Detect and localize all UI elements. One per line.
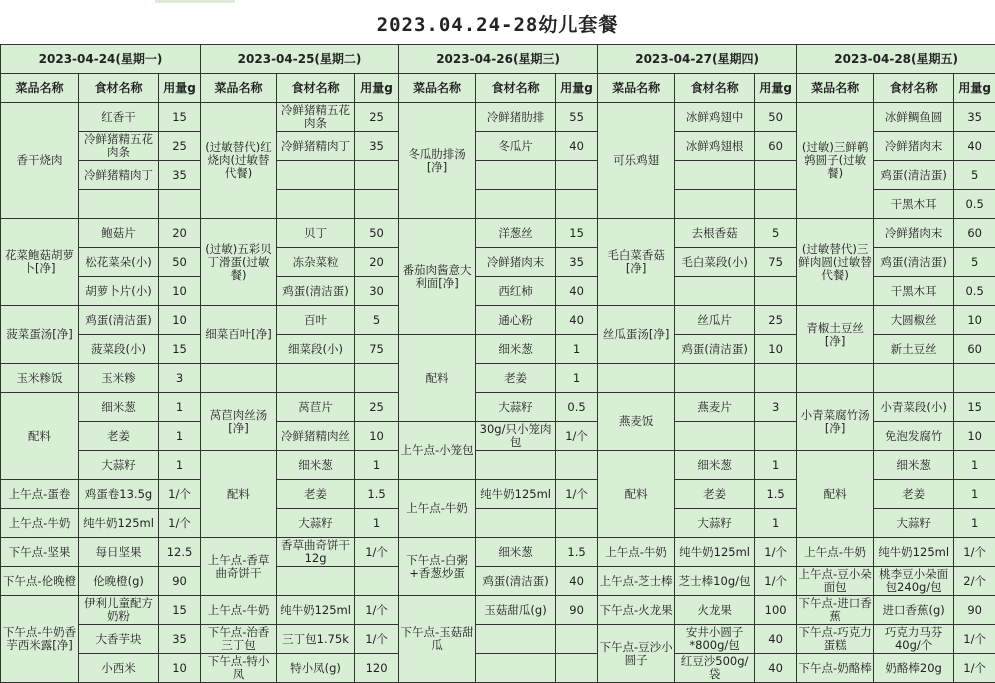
menu-body xyxy=(1,103,995,683)
menu-cell[interactable]: 90 xyxy=(954,596,995,625)
menu-cell[interactable]: 35 xyxy=(159,161,201,190)
selected-cell-marker xyxy=(155,0,235,3)
menu-cell[interactable] xyxy=(355,190,399,219)
menu-cell[interactable] xyxy=(476,654,556,683)
menu-cell[interactable] xyxy=(598,364,675,393)
dish-header: 菜品名称 xyxy=(399,74,476,103)
menu-cell[interactable]: 0.5 xyxy=(954,277,995,306)
menu-cell[interactable] xyxy=(675,364,755,393)
menu-cell[interactable]: 贝丁 xyxy=(277,219,355,248)
menu-cell[interactable]: 3 xyxy=(755,393,797,422)
menu-cell[interactable]: 百叶 xyxy=(277,306,355,335)
menu-table xyxy=(0,44,995,683)
dish-header: 菜品名称 xyxy=(1,74,79,103)
menu-cell[interactable]: 红香干 xyxy=(79,103,159,132)
menu-cell[interactable]: 香干烧肉 xyxy=(1,103,79,219)
menu-cell[interactable]: 1 xyxy=(954,480,995,509)
menu-cell[interactable]: (过敏替代)红烧肉(过敏替代餐) xyxy=(201,103,277,219)
menu-cell[interactable]: 鸡蛋(清洁蛋) xyxy=(277,277,355,306)
menu-cell[interactable]: 冰鲜鲷鱼圆 xyxy=(874,103,954,132)
menu-cell[interactable]: 10 xyxy=(355,422,399,451)
menu-cell[interactable]: 冷鲜猪肋排 xyxy=(476,103,556,132)
menu-cell[interactable]: 细米葱 xyxy=(874,451,954,480)
day-header: 2023-04-28(星期五) xyxy=(797,45,995,74)
menu-cell[interactable]: 进口香蕉(g) xyxy=(874,596,954,625)
menu-cell[interactable]: 15 xyxy=(954,393,995,422)
menu-cell[interactable] xyxy=(874,364,954,393)
menu-cell[interactable]: (过敏)五彩贝丁滑蛋(过敏餐) xyxy=(201,219,277,306)
menu-cell[interactable] xyxy=(675,277,755,306)
menu-cell[interactable]: 青椒土豆丝[净] xyxy=(797,306,874,364)
menu-cell[interactable]: 1 xyxy=(355,451,399,480)
menu-cell[interactable]: 下午点-坚果 xyxy=(1,538,79,567)
menu-cell[interactable]: 1.5 xyxy=(355,480,399,509)
menu-cell[interactable] xyxy=(159,190,201,219)
menu-cell[interactable]: 10 xyxy=(755,335,797,364)
menu-cell[interactable]: 玉米糁 xyxy=(79,364,159,393)
menu-cell[interactable]: 15 xyxy=(159,335,201,364)
amount-header: 用量g xyxy=(355,74,399,103)
menu-cell[interactable]: 下午点-火龙果 xyxy=(598,596,675,625)
menu-cell[interactable] xyxy=(755,161,797,190)
menu-cell[interactable]: 5 xyxy=(755,219,797,248)
menu-cell[interactable]: 鸡蛋(清洁蛋) xyxy=(476,567,556,596)
table-row xyxy=(1,451,995,480)
menu-cell[interactable]: 20 xyxy=(159,219,201,248)
menu-cell[interactable]: 1 xyxy=(954,451,995,480)
menu-cell[interactable]: 新土豆丝 xyxy=(874,335,954,364)
menu-cell[interactable] xyxy=(355,364,399,393)
menu-cell[interactable]: 大蒜籽 xyxy=(476,393,556,422)
menu-cell[interactable]: 冰鲜鸡翅中 xyxy=(675,103,755,132)
menu-cell[interactable] xyxy=(755,364,797,393)
menu-cell[interactable]: 30 xyxy=(355,277,399,306)
amount-header: 用量g xyxy=(954,74,995,103)
menu-cell[interactable]: 鲍菇片 xyxy=(79,219,159,248)
menu-cell[interactable]: 大圆椒丝 xyxy=(874,306,954,335)
menu-cell[interactable]: 红豆沙500g/袋 xyxy=(675,654,755,683)
menu-cell[interactable]: 5 xyxy=(954,248,995,277)
table-row xyxy=(1,596,995,625)
menu-cell[interactable]: 大蒜籽 xyxy=(874,509,954,538)
menu-cell[interactable]: 1 xyxy=(159,422,201,451)
menu-cell[interactable]: (过敏替代)三鲜肉圆(过敏替代餐) xyxy=(797,219,874,306)
menu-cell[interactable]: 冷鲜猪肉末 xyxy=(874,219,954,248)
menu-cell[interactable]: 25 xyxy=(355,103,399,132)
menu-cell[interactable]: 上午点-牛奶 xyxy=(201,596,277,625)
table-row xyxy=(1,103,995,132)
menu-cell[interactable]: 大香芋块 xyxy=(79,625,159,654)
menu-cell[interactable]: 1/个 xyxy=(954,625,995,654)
menu-cell[interactable]: 上午点-牛奶 xyxy=(797,538,874,567)
ingredient-header: 食材名称 xyxy=(79,74,159,103)
menu-cell[interactable] xyxy=(79,190,159,219)
menu-cell[interactable]: 50 xyxy=(355,219,399,248)
menu-cell[interactable]: 60 xyxy=(954,219,995,248)
menu-cell[interactable]: 细菜段(小) xyxy=(277,335,355,364)
menu-cell[interactable]: 小青菜腐竹汤[净] xyxy=(797,393,874,451)
menu-cell[interactable]: 冷鲜猪肉末 xyxy=(874,132,954,161)
menu-cell[interactable]: 鸡蛋(清洁蛋) xyxy=(874,248,954,277)
menu-cell[interactable]: 上午点-小笼包 xyxy=(399,422,476,480)
table-row xyxy=(1,306,995,335)
menu-cell[interactable]: 纯牛奶125ml xyxy=(79,509,159,538)
dish-header: 菜品名称 xyxy=(201,74,277,103)
menu-cell[interactable]: 1/个 xyxy=(755,538,797,567)
menu-cell[interactable]: 1/个 xyxy=(556,480,598,509)
menu-cell[interactable]: 火龙果 xyxy=(675,596,755,625)
menu-cell[interactable]: 75 xyxy=(355,335,399,364)
menu-cell[interactable]: 1/个 xyxy=(556,422,598,451)
menu-cell[interactable]: 通心粉 xyxy=(476,306,556,335)
amount-header: 用量g xyxy=(159,74,201,103)
menu-cell[interactable]: 毛白菜段(小) xyxy=(675,248,755,277)
menu-cell[interactable]: 配料 xyxy=(598,451,675,538)
menu-cell[interactable]: 配料 xyxy=(399,335,476,422)
menu-cell[interactable]: 15 xyxy=(159,596,201,625)
menu-cell[interactable]: 上午点-牛奶 xyxy=(1,509,79,538)
table-row xyxy=(1,625,995,654)
table-row xyxy=(1,393,995,422)
menu-cell[interactable] xyxy=(556,654,598,683)
menu-cell[interactable]: 大蒜籽 xyxy=(675,509,755,538)
menu-cell[interactable]: 鸡蛋(清洁蛋) xyxy=(79,306,159,335)
day-header-row xyxy=(1,45,995,74)
menu-cell[interactable]: 小青菜段(小) xyxy=(874,393,954,422)
menu-cell[interactable]: 下午点-白粥+香葱炒蛋 xyxy=(399,538,476,596)
menu-cell[interactable]: 12.5 xyxy=(159,538,201,567)
menu-cell[interactable]: 5 xyxy=(954,161,995,190)
menu-cell[interactable]: 10 xyxy=(159,277,201,306)
menu-cell[interactable]: 西红柿 xyxy=(476,277,556,306)
menu-cell[interactable]: 菠菜段(小) xyxy=(79,335,159,364)
menu-cell[interactable]: 下午点-伦晚橙 xyxy=(1,567,79,596)
menu-cell[interactable]: 纯牛奶125ml xyxy=(277,596,355,625)
menu-cell[interactable] xyxy=(675,190,755,219)
menu-cell[interactable]: 40 xyxy=(556,277,598,306)
menu-cell[interactable]: 免泡发腐竹 xyxy=(874,422,954,451)
menu-cell[interactable]: 1.5 xyxy=(556,538,598,567)
menu-cell[interactable] xyxy=(476,625,556,654)
menu-cell[interactable]: 莴苣肉丝汤[净] xyxy=(201,393,277,451)
dish-header: 菜品名称 xyxy=(797,74,874,103)
table-row xyxy=(1,364,995,393)
menu-cell[interactable]: 奶酪棒20g xyxy=(874,654,954,683)
day-header: 2023-04-27(星期四) xyxy=(598,45,797,74)
menu-cell[interactable]: 90 xyxy=(556,596,598,625)
menu-cell[interactable]: 25 xyxy=(159,132,201,161)
amount-header: 用量g xyxy=(556,74,598,103)
menu-cell[interactable]: 下午点-豆沙小圆子 xyxy=(598,625,675,683)
menu-cell[interactable]: 鸡蛋(清洁蛋) xyxy=(675,335,755,364)
menu-cell[interactable]: 干黑木耳 xyxy=(874,277,954,306)
menu-cell[interactable] xyxy=(277,190,355,219)
menu-cell[interactable]: 上午点-芝士棒 xyxy=(598,567,675,596)
menu-cell[interactable]: 上午点-牛奶 xyxy=(399,480,476,538)
menu-cell[interactable]: 上午点-豆小朵面包 xyxy=(798,567,872,594)
menu-cell[interactable] xyxy=(755,190,797,219)
title-row xyxy=(0,0,995,44)
ingredient-header: 食材名称 xyxy=(874,74,954,103)
menu-cell[interactable]: 1 xyxy=(556,335,598,364)
menu-cell[interactable]: 0.5 xyxy=(556,393,598,422)
menu-cell[interactable]: 大蒜籽 xyxy=(277,509,355,538)
menu-cell[interactable]: 20 xyxy=(355,248,399,277)
menu-cell[interactable]: 下午点-牛奶香芋西米露[净] xyxy=(1,596,79,683)
ingredient-header: 食材名称 xyxy=(675,74,755,103)
menu-cell[interactable]: 40 xyxy=(755,654,797,683)
menu-cell[interactable]: 鸡蛋(清洁蛋) xyxy=(874,161,954,190)
menu-cell[interactable] xyxy=(556,625,598,654)
table-row xyxy=(1,567,995,596)
menu-cell[interactable] xyxy=(755,422,797,451)
menu-cell[interactable]: 老姜 xyxy=(874,480,954,509)
menu-cell[interactable] xyxy=(556,451,598,480)
menu-cell[interactable]: 100 xyxy=(755,596,797,625)
menu-cell[interactable]: 1/个 xyxy=(355,625,399,654)
menu-cell[interactable] xyxy=(201,364,277,393)
dish-header: 菜品名称 xyxy=(598,74,675,103)
menu-cell[interactable]: 1 xyxy=(159,393,201,422)
menu-cell[interactable]: 洋葱丝 xyxy=(476,219,556,248)
menu-cell[interactable]: 去根香菇 xyxy=(675,219,755,248)
menu-cell[interactable] xyxy=(556,161,598,190)
menu-cell[interactable]: 1/个 xyxy=(954,654,995,683)
menu-cell[interactable]: 35 xyxy=(954,103,995,132)
menu-cell[interactable]: 小西米 xyxy=(79,654,159,683)
menu-cell[interactable]: 配料 xyxy=(797,451,874,538)
menu-cell[interactable]: 番茄肉酱意大利面[净] xyxy=(399,219,476,335)
menu-cell[interactable]: 0.5 xyxy=(954,190,995,219)
menu-cell[interactable]: 1.5 xyxy=(755,480,797,509)
menu-cell[interactable]: 1/个 xyxy=(954,538,995,567)
menu-cell[interactable]: 1/个 xyxy=(159,480,201,509)
menu-cell[interactable] xyxy=(556,190,598,219)
column-header-row xyxy=(1,74,995,103)
menu-cell[interactable]: 上午点-牛奶 xyxy=(598,538,675,567)
menu-cell[interactable]: 细菜百叶[净] xyxy=(201,306,277,364)
menu-cell[interactable]: 燕麦饭 xyxy=(598,393,675,451)
menu-cell[interactable] xyxy=(355,567,399,596)
menu-cell[interactable]: 纯牛奶125ml xyxy=(874,538,954,567)
menu-cell[interactable]: 1/个 xyxy=(159,509,201,538)
menu-cell[interactable] xyxy=(277,567,355,596)
menu-cell[interactable]: 冬瓜肋排汤[净] xyxy=(399,103,476,219)
menu-cell[interactable]: 10 xyxy=(954,306,995,335)
menu-cell[interactable] xyxy=(755,277,797,306)
menu-cell[interactable]: 下午点-治香三丁包 xyxy=(201,625,277,654)
menu-cell[interactable]: 松花菜朵(小) xyxy=(79,248,159,277)
menu-cell[interactable] xyxy=(675,422,755,451)
menu-cell[interactable]: 细米葱 xyxy=(476,335,556,364)
menu-cell[interactable]: 细米葱 xyxy=(675,451,755,480)
table-row xyxy=(1,654,995,683)
menu-cell[interactable]: 纯牛奶125ml xyxy=(476,480,556,509)
day-header: 2023-04-24(星期一) xyxy=(1,45,201,74)
menu-cell[interactable]: 下午点-玉菇甜瓜 xyxy=(399,596,476,683)
menu-cell[interactable]: 50 xyxy=(159,248,201,277)
menu-cell[interactable]: 下午点-奶酪棒 xyxy=(797,654,874,683)
day-header: 2023-04-25(星期二) xyxy=(201,45,399,74)
menu-cell[interactable]: 冰鲜鸡翅根 xyxy=(675,132,755,161)
table-row xyxy=(1,538,995,567)
menu-cell[interactable]: 冷鲜猪精肉丝 xyxy=(277,422,355,451)
menu-cell[interactable]: 配料 xyxy=(1,393,79,480)
menu-cell[interactable] xyxy=(556,509,598,538)
menu-cell[interactable]: 大蒜籽 xyxy=(79,451,159,480)
menu-cell[interactable]: 桃李豆小朵面包240g/包 xyxy=(874,567,954,596)
menu-cell[interactable]: 55 xyxy=(556,103,598,132)
menu-cell[interactable]: 冷鲜猪精五花肉条 xyxy=(79,132,159,161)
day-header: 2023-04-26(星期三) xyxy=(399,45,598,74)
menu-cell[interactable]: 1 xyxy=(556,364,598,393)
menu-cell[interactable]: 1 xyxy=(755,509,797,538)
menu-cell[interactable]: 10 xyxy=(954,422,995,451)
menu-cell[interactable]: 燕麦片 xyxy=(675,393,755,422)
menu-cell[interactable]: 90 xyxy=(159,567,201,596)
menu-cell[interactable]: 40 xyxy=(556,306,598,335)
menu-cell[interactable]: 配料 xyxy=(201,451,277,538)
menu-cell[interactable]: 上午点-香草曲奇饼干 xyxy=(201,538,277,596)
menu-cell[interactable]: 1/个 xyxy=(355,538,399,567)
menu-cell[interactable]: 伊利儿童配方奶粉 xyxy=(79,596,159,625)
menu-cell[interactable]: 30g/只小笼肉包 xyxy=(476,422,556,451)
menu-cell[interactable]: 鸡蛋卷13.5g xyxy=(79,480,159,509)
menu-cell[interactable]: 35 xyxy=(159,625,201,654)
menu-cell[interactable]: 老姜 xyxy=(79,422,159,451)
menu-cell[interactable]: 冷鲜猪精肉丁 xyxy=(277,132,355,161)
menu-cell[interactable] xyxy=(355,161,399,190)
ingredient-header: 食材名称 xyxy=(476,74,556,103)
menu-cell[interactable]: 特小凤(g) xyxy=(277,654,355,683)
menu-cell[interactable]: 芝士棒10g/包 xyxy=(675,567,755,596)
menu-cell[interactable]: 1/个 xyxy=(755,567,797,596)
menu-cell[interactable]: 细米葱 xyxy=(476,538,556,567)
menu-cell[interactable] xyxy=(954,364,995,393)
menu-cell[interactable]: 下午点-进口香蕉 xyxy=(798,596,872,623)
menu-cell[interactable]: 60 xyxy=(755,132,797,161)
menu-cell[interactable]: 胡萝卜片(小) xyxy=(79,277,159,306)
menu-cell[interactable]: 花菜鲍菇胡萝卜[净] xyxy=(1,219,79,306)
menu-cell[interactable]: 1 xyxy=(355,509,399,538)
menu-cell[interactable]: 老姜 xyxy=(277,480,355,509)
menu-cell[interactable]: 冻杂菜粒 xyxy=(277,248,355,277)
menu-cell[interactable]: 丝瓜蛋汤[净] xyxy=(598,306,675,364)
amount-header: 用量g xyxy=(755,74,797,103)
menu-cell[interactable]: 下午点-特小凤 xyxy=(201,654,277,683)
menu-cell[interactable]: (过敏)三鲜鹌鹑圆子(过敏餐) xyxy=(797,103,874,219)
menu-cell[interactable]: 3 xyxy=(159,364,201,393)
menu-cell[interactable] xyxy=(476,161,556,190)
menu-cell[interactable] xyxy=(476,451,556,480)
menu-cell[interactable] xyxy=(277,364,355,393)
menu-cell[interactable]: 50 xyxy=(755,103,797,132)
menu-cell[interactable]: 菠菜蛋汤[净] xyxy=(1,306,79,364)
menu-cell[interactable]: 1 xyxy=(159,451,201,480)
menu-cell[interactable]: 40 xyxy=(755,625,797,654)
menu-cell[interactable]: 毛白菜香菇[净] xyxy=(598,219,675,306)
menu-cell[interactable]: 冷鲜猪肉末 xyxy=(476,248,556,277)
menu-cell[interactable]: 每日坚果 xyxy=(79,538,159,567)
menu-cell[interactable]: 冷鲜猪精五花肉条 xyxy=(277,103,355,132)
menu-cell[interactable]: 60 xyxy=(954,335,995,364)
menu-cell[interactable]: 莴苣片 xyxy=(277,393,355,422)
menu-cell[interactable]: 10 xyxy=(159,654,201,683)
menu-cell[interactable]: 下午点-巧克力蛋糕 xyxy=(798,625,872,652)
menu-cell[interactable] xyxy=(797,364,874,393)
menu-cell[interactable]: 1/个 xyxy=(355,596,399,625)
menu-cell[interactable] xyxy=(277,161,355,190)
menu-cell[interactable]: 35 xyxy=(556,248,598,277)
ingredient-header: 食材名称 xyxy=(277,74,355,103)
menu-cell[interactable]: 伦晚橙(g) xyxy=(79,567,159,596)
menu-cell[interactable] xyxy=(476,190,556,219)
menu-cell[interactable]: 干黑木耳 xyxy=(874,190,954,219)
menu-cell[interactable] xyxy=(675,161,755,190)
menu-cell[interactable]: 香草曲奇饼干12g xyxy=(277,538,355,567)
menu-title: 2023.04.24-28幼儿套餐 xyxy=(376,14,619,36)
menu-cell[interactable] xyxy=(476,509,556,538)
menu-cell[interactable]: 15 xyxy=(159,103,201,132)
menu-cell[interactable]: 冬瓜片 xyxy=(476,132,556,161)
menu-cell[interactable]: 纯牛奶125ml xyxy=(675,538,755,567)
menu-cell[interactable]: 冷鲜猪精肉丁 xyxy=(79,161,159,190)
menu-cell[interactable]: 可乐鸡翅 xyxy=(598,103,675,219)
menu-cell[interactable]: 三丁包1.75k xyxy=(277,625,355,654)
menu-cell[interactable]: 35 xyxy=(355,132,399,161)
menu-cell[interactable]: 丝瓜片 xyxy=(675,306,755,335)
menu-cell[interactable]: 40 xyxy=(556,567,598,596)
menu-cell[interactable]: 细米葱 xyxy=(277,451,355,480)
menu-cell[interactable]: 40 xyxy=(556,132,598,161)
menu-cell[interactable]: 75 xyxy=(755,248,797,277)
table-row xyxy=(1,219,995,248)
menu-cell[interactable]: 15 xyxy=(556,219,598,248)
menu-cell[interactable]: 上午点-蛋卷 xyxy=(1,480,79,509)
menu-cell[interactable]: 1 xyxy=(954,509,995,538)
menu-cell[interactable]: 1 xyxy=(755,451,797,480)
menu-cell[interactable]: 玉米糁饭 xyxy=(1,364,79,393)
menu-cell[interactable]: 25 xyxy=(755,306,797,335)
menu-cell[interactable]: 40 xyxy=(954,132,995,161)
menu-cell[interactable]: 2/个 xyxy=(954,567,995,596)
menu-cell[interactable]: 玉菇甜瓜(g) xyxy=(476,596,556,625)
menu-cell[interactable]: 5 xyxy=(355,306,399,335)
menu-cell[interactable]: 老姜 xyxy=(476,364,556,393)
menu-cell[interactable]: 10 xyxy=(159,306,201,335)
menu-cell[interactable]: 巧克力马芬40g/个 xyxy=(874,625,954,654)
menu-cell[interactable]: 老姜 xyxy=(675,480,755,509)
menu-cell[interactable]: 细米葱 xyxy=(79,393,159,422)
menu-cell[interactable]: 25 xyxy=(355,393,399,422)
menu-cell[interactable]: 安井小圆子*800g/包 xyxy=(675,625,755,654)
menu-cell[interactable]: 120 xyxy=(355,654,399,683)
